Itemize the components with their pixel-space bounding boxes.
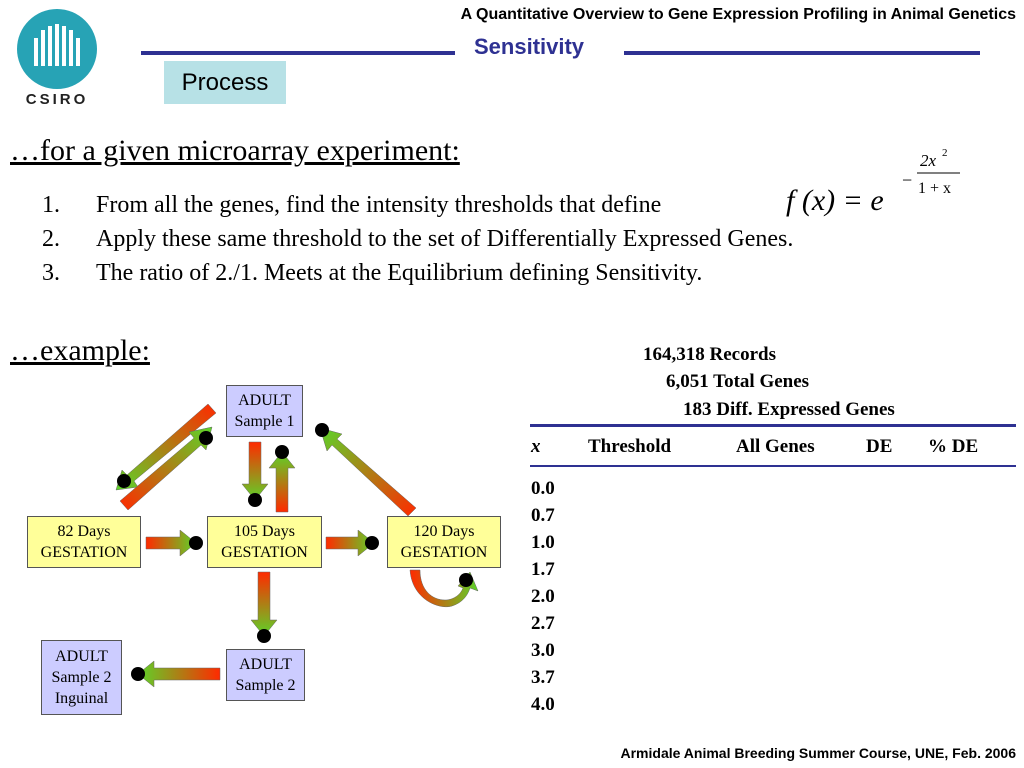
node-82-days [27, 516, 141, 568]
node-label-line: ADULT [239, 656, 292, 673]
step-text: The ratio of 2./1. Meets at the Equilibrium defining Sensitivity. [96, 260, 703, 286]
node-label-line: GESTATION [221, 544, 308, 561]
node-adult-sample-2-inguinal [41, 640, 122, 715]
cell-x: 1.0 [531, 532, 555, 553]
step-text: Apply these same threshold to the set of Differentially Expressed Genes. [96, 226, 794, 252]
node-label-line: 105 Days [234, 523, 295, 540]
total-genes-count: 6,051 Total Genes [666, 371, 810, 392]
records-count: 164,318 Records [643, 344, 776, 365]
arrow-105-to-adult1 [269, 445, 295, 512]
header-rule-right [624, 51, 980, 55]
node-adult-sample-2 [226, 649, 305, 701]
arrow-120-self-loop [410, 570, 478, 607]
col-header-all-genes: All Genes [736, 436, 815, 457]
formula-lhs: f (x) = e [786, 184, 884, 217]
arrow-120-to-adult1 [315, 423, 416, 516]
node-adult-sample-1 [226, 385, 303, 437]
section-title: Sensitivity [474, 34, 585, 59]
formula-denominator: 1 + x [918, 180, 952, 197]
node-label-line: ADULT [238, 392, 291, 409]
table-top-rule [530, 424, 1016, 427]
node-105-days [207, 516, 322, 568]
formula-sign: − [902, 170, 913, 190]
cell-x: 3.0 [531, 640, 555, 661]
step-item [42, 256, 793, 290]
presentation-title: A Quantitative Overview to Gene Expression Profiling in Animal Genetics [460, 6, 1016, 23]
node-label-line: Sample 1 [234, 413, 295, 430]
formula-numerator-exp: 2 [942, 147, 948, 159]
arrow-adult1-to-105 [242, 442, 268, 507]
node-label-line: 120 Days [413, 523, 475, 540]
formula [784, 140, 964, 220]
node-label-line: Sample 2 [235, 677, 296, 694]
col-header-threshold: Threshold [588, 436, 672, 457]
arrow-adult2-to-inguinal [131, 661, 220, 687]
example-heading: …example: [10, 334, 150, 367]
footer-text: Armidale Animal Breeding Summer Course, UNE, Feb. 2006 [620, 745, 1016, 761]
arrow-105-to-120 [326, 530, 379, 556]
step-item [42, 222, 793, 256]
cell-x: 2.7 [531, 613, 555, 634]
step-number: 2. [42, 226, 60, 252]
node-label-line: GESTATION [400, 544, 488, 561]
table-header-rule [530, 465, 1016, 467]
arrow-105-to-adult2 [251, 572, 277, 643]
step-number: 3. [42, 260, 60, 286]
de-genes-count: 183 Diff. Expressed Genes [683, 399, 895, 420]
node-label-line: Inguinal [54, 690, 109, 707]
intro-heading: …for a given microarray experiment: [10, 134, 460, 167]
csiro-logo [14, 8, 100, 108]
process-tag: Process [164, 61, 286, 104]
col-header-x: x [531, 436, 541, 457]
cell-x: 3.7 [531, 667, 555, 688]
arrow-82-to-adult1 [120, 427, 213, 510]
node-120-days [387, 516, 501, 568]
cell-x: 4.0 [531, 694, 555, 715]
node-label-line: Sample 2 [51, 669, 112, 686]
node-label-line: GESTATION [40, 544, 128, 561]
step-number: 1. [42, 192, 60, 218]
logo-text: CSIRO [25, 91, 89, 108]
step-item [42, 188, 793, 222]
arrow-82-to-105 [146, 530, 203, 556]
col-header-de: DE [866, 436, 893, 457]
header-rule-left [141, 51, 455, 55]
cell-x: 0.7 [531, 505, 555, 526]
node-label-line: 82 Days [57, 523, 111, 540]
node-label-line: ADULT [55, 648, 108, 665]
cell-x: 0.0 [531, 478, 555, 499]
steps-list [42, 188, 793, 290]
cell-x: 2.0 [531, 586, 555, 607]
formula-numerator: 2x [920, 151, 937, 170]
col-header-pct-de: % DE [928, 436, 979, 457]
cell-x: 1.7 [531, 559, 555, 580]
step-text: From all the genes, find the intensity thresholds that define [96, 192, 662, 218]
arrow-adult1-to-82 [116, 404, 216, 490]
